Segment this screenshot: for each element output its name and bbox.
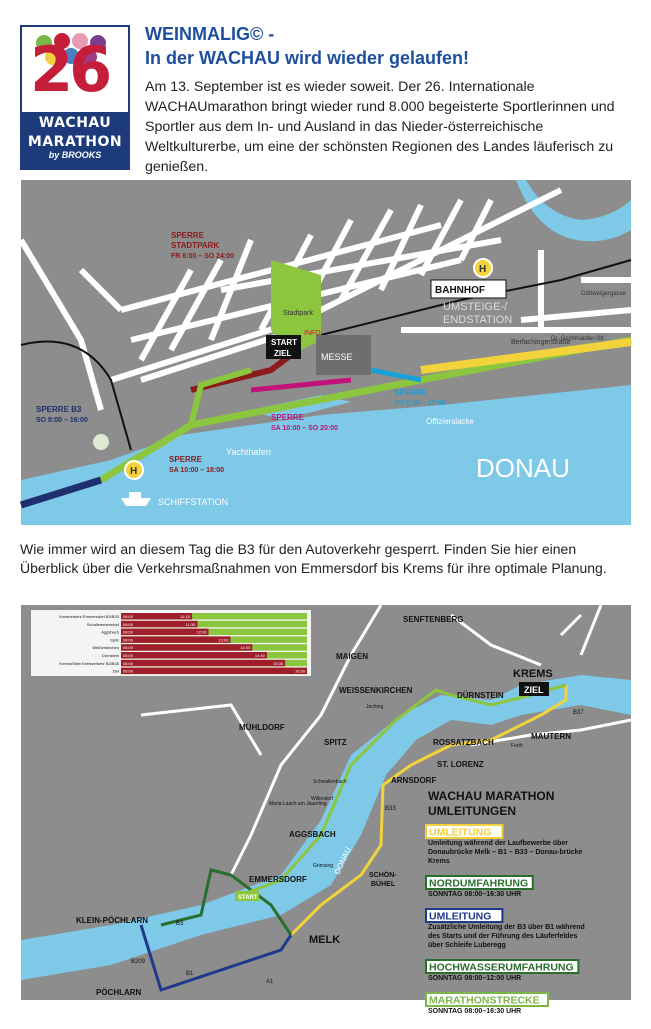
legend-label: MARATHONSTRECKE xyxy=(429,994,540,1007)
donau-label: DONAU xyxy=(476,453,570,483)
umsteige-label: UMSTEIGE-/ xyxy=(443,301,508,313)
mid-paragraph: Wie immer wird an diesem Tag die B3 für den Autoverkehr gesperrt. Finden Sie hier einen Überblick über die Verkehrsmaßnahmen von Emmersdorf bis Krems für ihre optimale Planung. xyxy=(20,541,607,576)
marathon-logo xyxy=(20,25,130,170)
ziel-label: ZIEL xyxy=(274,349,292,358)
label-muehldorf: MÜHLDORF xyxy=(239,723,285,732)
legend-label: HOCHWASSERUMFAHRUNG xyxy=(429,961,574,974)
schedule-start-time: 08:00 xyxy=(123,614,134,619)
yellow-route-segment xyxy=(421,342,631,370)
legend-title1: WACHAU MARATHON xyxy=(428,789,555,803)
krems-city-map xyxy=(21,180,631,525)
logo-line1: WACHAU xyxy=(38,115,112,131)
label-ziel: ZIEL xyxy=(524,685,544,695)
label-schwallenbach: Schwallenbach xyxy=(313,779,347,785)
street-berfachinger: Berfachingerstraße xyxy=(511,339,571,346)
street-grid xyxy=(21,190,631,410)
label-arnsdorf: ARNSDORF xyxy=(391,776,437,785)
sperre-green-title: SPERRE xyxy=(169,455,202,464)
logo-line2: MARATHON xyxy=(27,134,123,150)
schedule-start-time: 08:00 xyxy=(123,660,134,666)
info-label: INFO xyxy=(304,330,321,337)
label-krems: KREMS xyxy=(513,668,553,680)
schedule-red-bar xyxy=(121,644,252,651)
label-b1: B1 xyxy=(186,971,194,977)
sperre-magenta-time: SA 10:00 – SO 20:00 xyxy=(271,425,339,432)
sperre-magenta-title: SPERRE xyxy=(271,413,304,422)
schedule-place: Aggsbach xyxy=(101,629,119,635)
schedule-start-time: 08:00 xyxy=(123,645,134,651)
sperre-b3-time: SO 8:00 – 16:00 xyxy=(36,417,88,424)
label-rossatzbach: ROSSATZBACH xyxy=(433,738,494,747)
legend-description: des Starts und der Führung des Läuferfeldes xyxy=(428,933,578,940)
schedule-place: Schallemmersdorf xyxy=(86,621,119,627)
label-joching: Joching xyxy=(366,704,384,710)
offizierslacke-label: Offizierslacke xyxy=(426,417,474,426)
label-emmersdorf: EMMERSDORF xyxy=(249,875,307,884)
wachau-region-map xyxy=(21,605,631,1015)
label-klein-poechlarn: KLEIN-PÖCHLARN xyxy=(76,916,148,925)
railway-line xyxy=(21,342,131,450)
schedule-red-bar xyxy=(121,668,307,675)
logo-sponsor: by BROOKS xyxy=(48,150,102,160)
schedule-place: Krems/Stein Kreisverkehr B3/B35 xyxy=(59,660,119,666)
start-label: START xyxy=(271,338,298,347)
legend-label: NORDUMFAHRUNG xyxy=(429,877,529,890)
schedule-red-bar xyxy=(121,636,230,643)
schedule-end-time: 14:00 xyxy=(240,645,251,651)
schedule-place: Weißenkirchen xyxy=(92,645,119,651)
legend-description: Zusätzliche Umleitung der B3 über B1 während xyxy=(428,924,585,931)
headline-line2: In der WACHAU wird wieder gelaufen! xyxy=(145,48,470,68)
schedule-end-time: 13:00 xyxy=(218,637,229,643)
endstation-label: ENDSTATION xyxy=(443,314,513,326)
bahnhof-label: BAHNHOF xyxy=(435,285,485,296)
legend-description: SONNTAG 08:00–12:00 UHR xyxy=(428,975,522,982)
label-donau: DONAU xyxy=(332,845,354,876)
schedule-end-time: 11:30 xyxy=(185,621,196,627)
schedule-start-time: 08:00 xyxy=(123,621,134,627)
label-schoenbuehel: SCHÖN- xyxy=(369,872,397,879)
label-poechlarn: PÖCHLARN xyxy=(96,988,142,997)
legend-label: UMLEITUNG xyxy=(429,910,492,923)
label-weissenkirchen: WEISSENKIRCHEN xyxy=(339,686,413,695)
label-grimsing: Grimsing xyxy=(313,863,334,869)
label-melk: MELK xyxy=(309,934,341,946)
legend-label: UMLEITUNG xyxy=(429,826,492,839)
schedule-place: Dürnstein xyxy=(101,653,119,658)
sperre-blue-title: SPERRE xyxy=(394,388,427,397)
street-goettweiger: Göttweigergasse xyxy=(581,291,627,297)
legend-description: Krems xyxy=(428,858,450,865)
bus-stop-symbol-west: H xyxy=(130,466,138,477)
schedule-start-time: 08:00 xyxy=(123,629,134,635)
logo-number: 26 xyxy=(30,33,109,106)
label-start: START xyxy=(238,895,258,901)
sperre-stadtpark-title: SPERRE xyxy=(171,231,204,240)
schedule-start-time: 08:00 xyxy=(123,653,134,658)
label-aggsbach: AGGSBACH xyxy=(289,830,336,839)
sperre-b3-title: SPERRE B3 xyxy=(36,405,82,414)
bus-stop-symbol: H xyxy=(479,264,487,275)
label-senftenberg: SENFTENBERG xyxy=(403,615,464,624)
legend-title2: UMLEITUNGEN xyxy=(428,804,516,818)
sperre-stadtpark-title2: STADTPARK xyxy=(171,241,220,250)
schedule-place: Kreisverkehr Emmersdorf B3/B33 xyxy=(59,614,119,619)
schedule-red-bar xyxy=(121,629,209,636)
schedule-place: Spitz xyxy=(110,637,119,643)
label-maigen: MAIGEN xyxy=(336,652,368,661)
label-schoenbuehel2: BÜHEL xyxy=(371,881,396,888)
roundabout-icon xyxy=(93,434,109,450)
sperre-stadtpark-time: FR 6:00 – SO 24:00 xyxy=(171,253,235,260)
legend-description: SONNTAG 08:00–16:30 UHR xyxy=(428,1008,522,1015)
schedule-table xyxy=(31,610,311,676)
schedule-start-time: 08:00 xyxy=(123,668,134,674)
sperre-blue-time: SO 6:00 – 17:00 xyxy=(394,400,446,407)
schedule-place: Ziel xyxy=(112,668,119,674)
label-maria-laach: Maria Laach am Jauerling xyxy=(269,801,327,807)
schedule-red-bar xyxy=(121,660,285,667)
schedule-end-time: 12:00 xyxy=(196,629,207,635)
headline-line1: WEINMALIG© - xyxy=(145,24,275,44)
schedule-end-time: 16:30 xyxy=(295,668,306,674)
legend-description: Donaubrücke Melk – B1 – B33 – Donau-brücke xyxy=(428,849,583,856)
label-b37: B37 xyxy=(573,710,584,716)
logo-badge xyxy=(22,112,128,168)
schedule-start-time: 08:00 xyxy=(123,637,134,643)
blue-sperre-route xyxy=(371,370,421,380)
label-b3: B3 xyxy=(176,921,184,927)
schedule-red-bar xyxy=(121,652,267,659)
label-b209: B209 xyxy=(131,959,146,965)
schedule-end-time: 15:30 xyxy=(273,660,284,666)
krems-river xyxy=(516,180,631,241)
messe-label: MESSE xyxy=(321,352,353,362)
stadtpark-label: Stadtpark xyxy=(283,310,313,317)
sperre-green-time: SA 10:00 – 18:00 xyxy=(169,467,224,474)
legend-list xyxy=(426,825,585,1015)
label-st-lorenz: ST. LORENZ xyxy=(437,760,484,769)
intro-paragraph: Am 13. September ist es wieder soweit. Der 26. Internationale WACHAUmarathon bringt wieder rund 8.000 begeisterte Sportlerinnen und Sportler aus dem In- und Ausland in das Nieder-österreichische Weltkulturerbe, um eine der schönsten Regionen des Landes läuferisch zu genießen. xyxy=(145,79,615,175)
label-mautern: MAUTERN xyxy=(531,732,571,741)
legend-description: über Schleife Luberegg xyxy=(428,942,506,949)
schiffstation-label: SCHIFFSTATION xyxy=(158,497,229,507)
legend-description: SONNTAG 08:00–16:30 UHR xyxy=(428,891,522,898)
yachthafen-label: Yachthafen xyxy=(226,447,271,457)
label-furth: Furth xyxy=(511,743,523,749)
label-b33: B33 xyxy=(385,806,396,812)
schedule-end-time: 14:40 xyxy=(254,653,265,658)
label-spitz: SPITZ xyxy=(324,738,347,747)
schedule-end-time: 11:15 xyxy=(180,614,190,619)
street-gschmaidler: Dr.-Gschmaidler-Str. xyxy=(551,336,606,342)
label-duernstein: DÜRNSTEIN xyxy=(457,691,504,700)
label-a1: A1 xyxy=(266,979,274,985)
magenta-sperre-route xyxy=(251,380,351,390)
legend-description: Umleitung während der Laufbewerbe über xyxy=(428,840,569,847)
label-willendorf: Willendorf xyxy=(311,796,334,802)
